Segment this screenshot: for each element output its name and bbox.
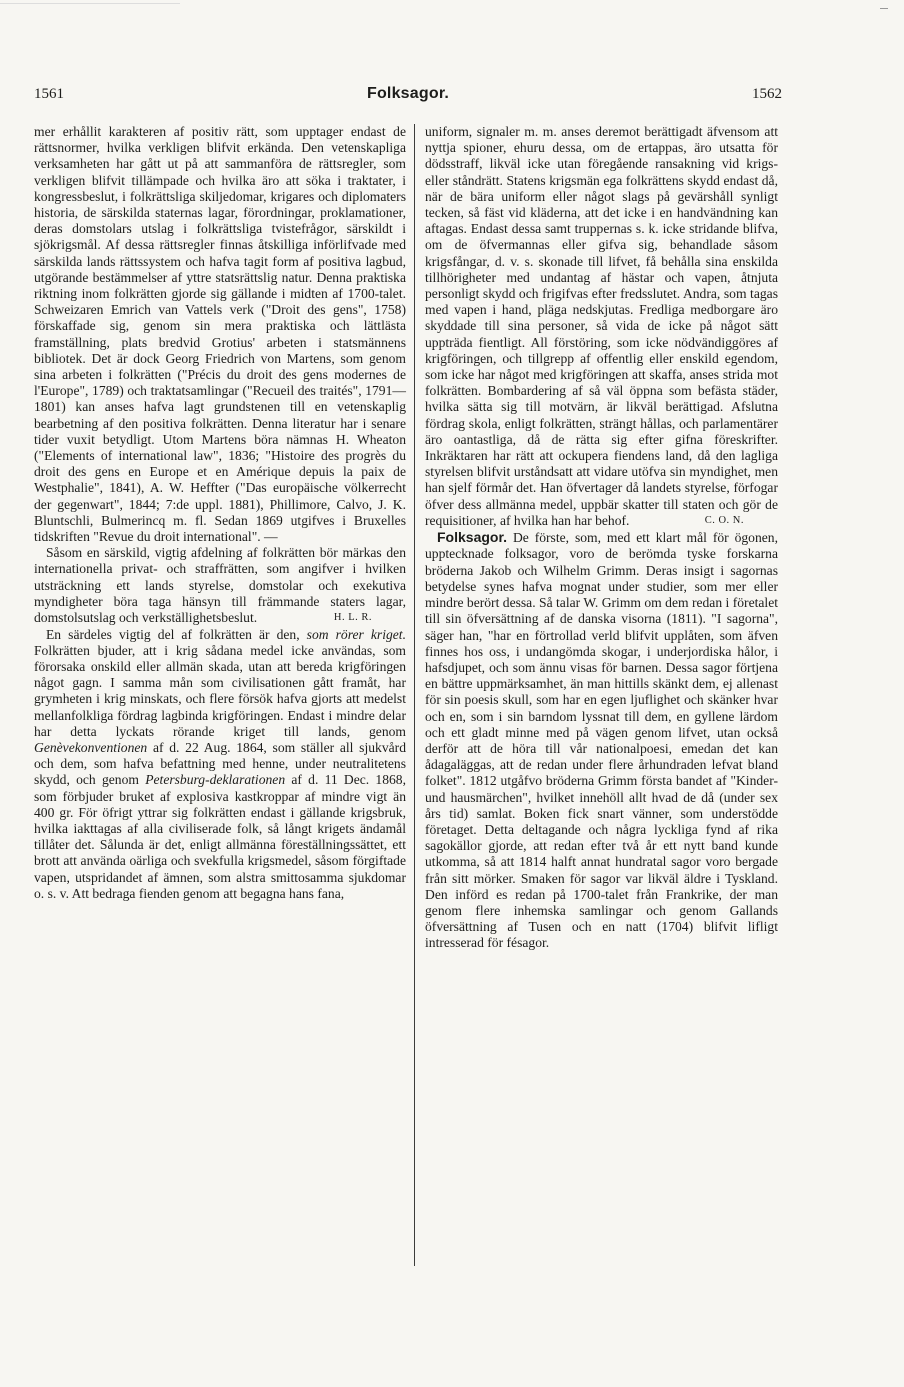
p3-mid-2: af d. 22 Aug. 1864, som ställer all sjukvård och dem, som hafva befattning med henne, under neutralitetens skydd, och genom	[34, 739, 406, 788]
p3-italic-2: Genèvekonventionen	[34, 739, 148, 755]
right-column	[425, 124, 778, 952]
right-paragraph-1	[425, 124, 778, 529]
left-paragraph-1: mer erhållit karakteren af positiv rätt, som upptager endast de rättsnormer, hvilka verkligen blifvit erkända. Den vetenskapliga verksamheten har gått ut på att sammanföra de rättsregler, som verkligen blifvit tillämpade och hvilka äro att söka i traktater, i kongressbeslut, i folkrättsliga skiljedomar, krigares och diplomaters historia, de särskilda staternas lagar, förordningar, proklamationer, deras domstolars utslag i folkrättsliga tvistefrågor, särskildt i sjökrigsmål. Af dessa rättsregler finnas åtskilliga införlifvade med särskilda lands rättssystem och hafva tagit form af positiva lagbud, utgörande bestämmelser af yttre statsrättslig natur. Denna praktiska riktning inom folkrätten gjorde sig gällande i midten af 1700-talet. Schweizaren Emrich van Vattels verk ("Droit des gens", 1758) förskaffade sig, genom sin mera praktiska och lättlästa framställning, plats bredvid Grotius' arbeten i statsmännens bibliotek. Det är dock Georg Friedrich von Martens, som genom sina arbeten i folkrätten ("Précis du droit des gens modernes de l'Europe", 1789) och traktatsamlingar ("Recueil des traités", 1791—1801) kan anses hafva lagt grundstenen till en vetenskaplig bearbetning af den positiva folkrätten. Denna literatur har i senare tider vuxit betydligt. Utom Martens böra nämnas H. Wheaton ("Elements of international law", 1836; "Histoire des progrès du droit des gens en Europe et en Amérique depuis la paix de Westphalie", 1841), A. W. Heffter ("Das europäische völkerrecht der gegenwart", 1844; 7:de uppl. 1881), Phillimore, Calvo, J. K. Bluntschli, Bulmerincq m. fl. Sedan 1869 utgifves i Bruxelles tidskriften "Revue du droit international". —	[34, 124, 406, 545]
left-column	[34, 124, 406, 902]
right-paragraph-2-text: De förste, som, med ett klart mål för ögonen, upptecknade folksagor, voro de berömda tyske forskarna bröderna Jakob och Wilhelm Grimm. Deras insigt i sagornas betydelse synes hafva mognat under studier, som mer eller mindre berört dessa. Så talar W. Grimm om dem redan i företalet till sin öfversättning af de danska visorna (1811). "I sagorna", säger han, "har en förtrollad verld blifvit upplåten, som äfven finnes hos oss, i undangömda skogar, i underjordiska hålor, i hafsdjupet, och som ännu visas för barnen. Dessa sagor förtjena en bättre uppmärksamhet, än man hittills skänkt dem, ej allenast för sin poesis skull, som har en egen ljuflighet och skänker hvar och en, som i sin barndom lyssnat till dem, en gyllene lärdom och ett gladt minne med på vägen genom lifvet, utan också derför att de höra till vår nationalpoesi, emedan det kan ådagaläggas, att de redan under flere århundraden lefvat bland folket". 1812 utgåfvo bröderna Grimm första bandet af "Kinder- und hausmärchen", hvilket innehöll allt hvad de då (under sex års tid) samlat. Boken fick snart vänner, som understödde företaget. Detta deltagande och några lyckliga fynd af rika sagokällor gjorde, att redan efter två år ett nytt band kunde utkomma, så att 1814 halft annat hundratal sagor voro bergade från sitt mörker. Smaken för sagor var likväl äldre i Tyskland. Den införd es redan på 1700-talet från Frankrike, der man genom flere inhemska samlingar och genom Gallands öfversättning af Tusen och en natt (1704) blifvit lifligt intresserad för fésagor.	[425, 530, 778, 951]
p3-italic-1: som rörer kriget.	[306, 626, 406, 642]
left-signature: H. L. R.	[333, 612, 372, 624]
p3-italic-3: Petersburg-deklarationen	[145, 772, 286, 788]
right-page-number: 1562	[752, 86, 782, 102]
right-paragraph-1-text: uniform, signaler m. m. anses deremot berättigadt äfvensom att nyttja spioner, ehuru dessa, om de ertappas, äro utsatta för dödsstraff, likväl icke utan föregående ransakning vid krigs- eller ståndrätt. Statens krigsmän ega folkrättens skydd endast då, när de bära uniform eller något slags på gevärshåll synligt tecken, så fäst vid kläderna, att det icke i en handvändning kan aftagas. Endast dessa samt truppernas s. k. icke stridande blifva, om de öfvermannas eller gifva sig, behandlade såsom krigsfångar, d. v. s. skonade till lifvet, få behålla sina enskilda tillhörigheter med undantag af hästar och vapen, åtnjuta personligt skydd och frigifvas efter fredsslutet. Andra, som tagas med vapen i hand, pläga nedskjutas. Fredliga medborgare äro skyddade till sina personer, så vida de icke på något sätt uppträda fientligt. All förstöring, som icke nödvändiggöres af krigföringen, och tillgrepp af offentlig eller enskild egendom, som icke har något med krigföringen att skaffa, anses strida mot folkrätten. Bombardering af så väl öppna som befästa städer, hvilka sätta sig till motvärn, är likväl berättigad. Afslutna fördrag skola, enligt folkrätten, strängt hållas, och parlamentärer äro oantastliga, då de rätta sig efter gifna föreskrifter. Inkräktaren har rätt att ockupera fiendens land, då den lagliga styrelsen blifvit urståndsatt att vidare utöfva sin myndighet, men han sjelf förmår det. Han öfvertager då landets styrelse, förfogar öfver dess allmänna medel, uppbär skatter till staten och gör de requisitioner, af hvilka han har behof.	[425, 124, 778, 528]
p3-start: En särdeles vigtig del af folkrätten är den,	[46, 626, 300, 642]
p3-mid-1: Folkrätten bjuder, att i krig sådana medel icke användas, som förorsaka onskild eller allmän skada, utan att bereda krigföringen något gagn. I samma mån som civilisationen gått framåt, har grymheten i krig minskats, och flere försök hafva gjorts att medelst mellanfolkliga fördrag lagbinda krigföringen. Endast i mindre delar har detta lyckats rörande kriget till lands, genom	[34, 642, 406, 739]
left-page-number: 1561	[34, 86, 64, 102]
right-signature: C. O. N.	[704, 515, 744, 527]
entry-heading-folksagor: Folksagor.	[437, 529, 508, 546]
p3-end: af d. 11 Dec. 1868, som förbjuder bruket af explosiva kastkroppar af mindre vigt än 400 gr. För öfrigt yttrar sig folkrätten endast i gällande krigsbruk, hvilka iakttagas af alla civiliserade folk, så långt krigets ändamål tillåter det. Sålunda är det, enligt allmänna föreställningssättet, ett brott att använda oärliga och svekfulla krigsmedel, såsom förgiftade vapen, utspridandet af ämnen, som alstra smittosamma sjukdomar o. s. v. Att bedraga fienden genom att begagna hans fana,	[34, 772, 406, 901]
left-paragraph-3	[34, 627, 406, 902]
scan-edge-mark	[0, 3, 180, 4]
scan-corner-mark	[880, 8, 888, 9]
column-divider	[414, 124, 415, 1266]
page-header	[34, 86, 782, 110]
left-paragraph-2-text: Såsom en särskild, vigtig afdelning af folkrätten bör märkas den internationella privat- och straffrätten, som angifver i hvilken utsträckning ett lands styrelse, domstolar och exekutiva myndigheter böra taga hänsyn till främmande staters lagar, domstolsutslag och verkställighetsbeslut.	[34, 545, 406, 626]
right-paragraph-2	[425, 529, 778, 951]
running-head: Folksagor.	[366, 85, 450, 102]
